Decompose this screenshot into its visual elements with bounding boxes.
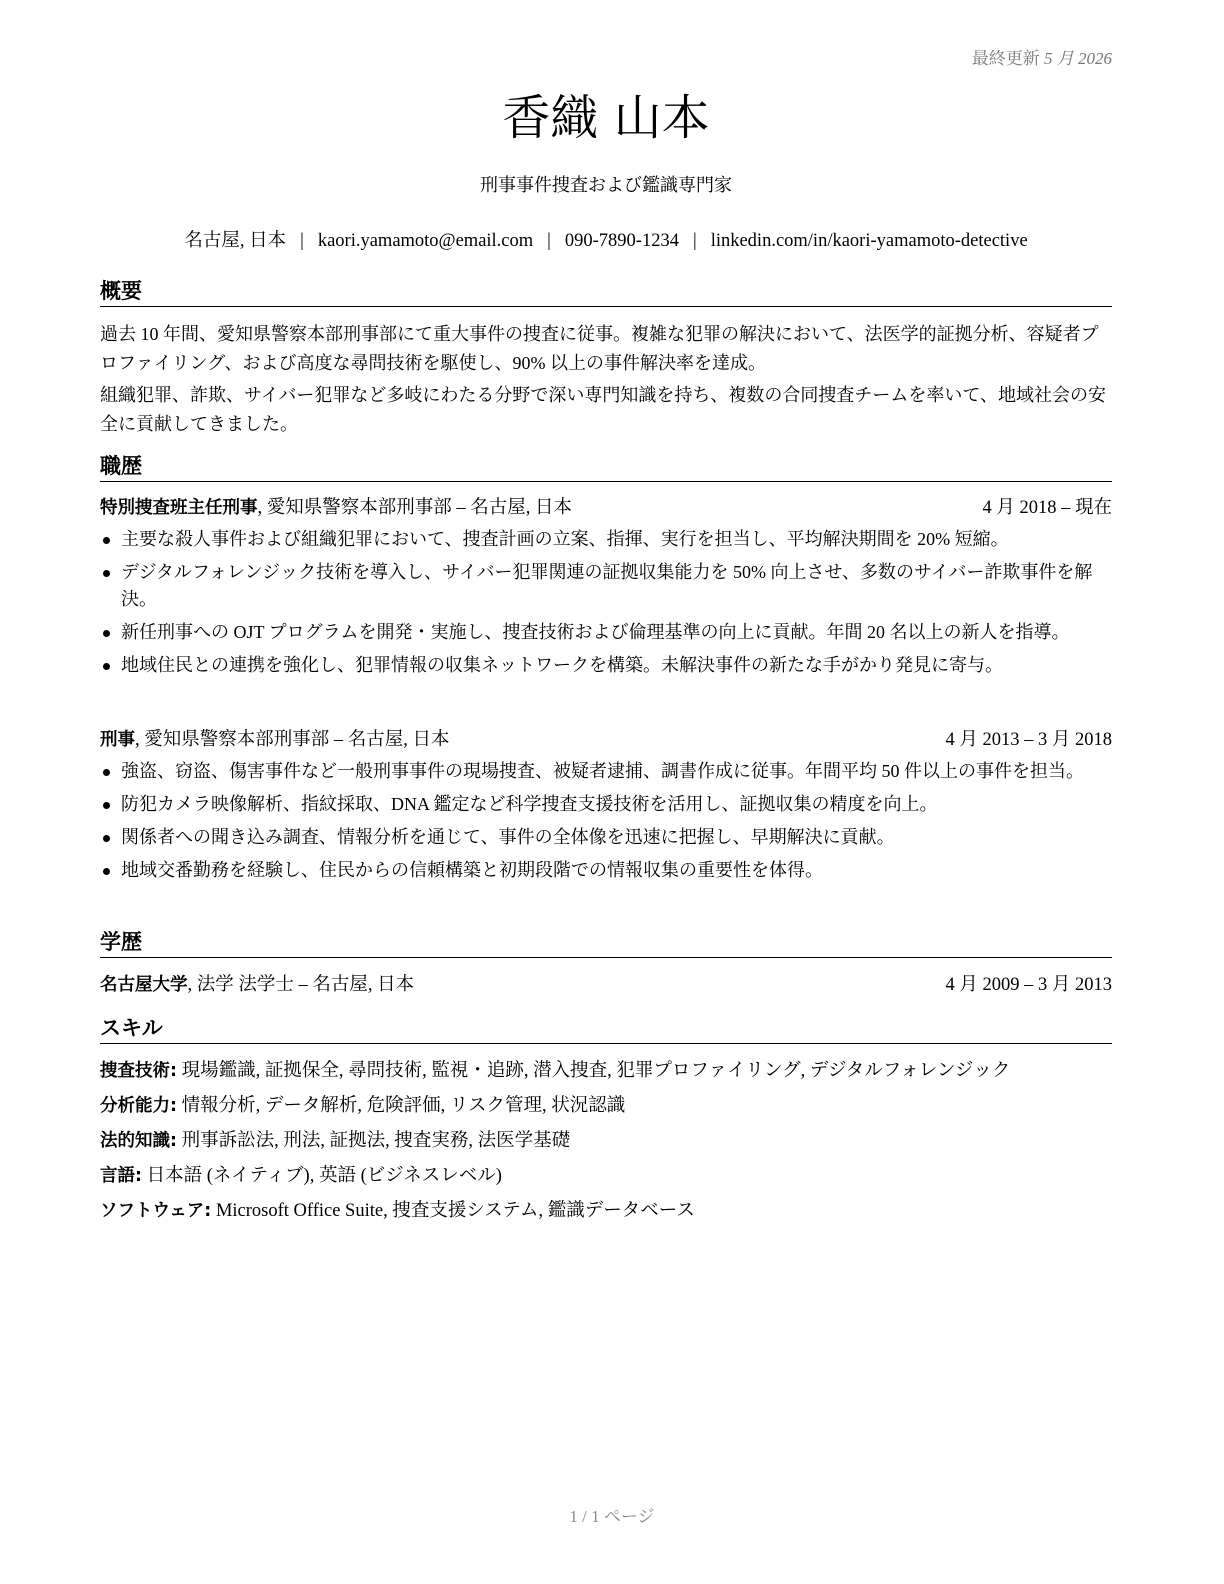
skill-line	[100, 1058, 1112, 1084]
degree-detail: , 法学 法学士 – 名古屋, 日本	[187, 975, 415, 995]
job-org: , 愛知県警察本部刑事部 – 名古屋, 日本	[135, 730, 450, 750]
contact-separator: |	[692, 231, 697, 251]
job-header	[100, 495, 1112, 521]
list-item: 主要な殺人事件および組織犯罪において、捜査計画の立案、指揮、実行を担当し、平均解決期間を 20% 短縮。	[100, 526, 1112, 553]
last-updated-label: 最終更新	[971, 49, 1040, 68]
job-title: 刑事	[100, 730, 135, 750]
skill-value: 情報分析, データ解析, 危険評価, リスク管理, 状況認識	[177, 1096, 626, 1116]
skill-value: 現場鑑識, 証拠保全, 尋問技術, 監視・追跡, 潜入捜査, 犯罪プロファイリング, デジタルフォレンジック	[177, 1061, 1011, 1081]
list-item: デジタルフォレンジック技術を導入し、サイバー犯罪関連の証拠収集能力を 50% 向上させ、多数のサイバー詐欺事件を解決。	[100, 559, 1112, 613]
education-dates: 4 月 2009 – 3 月 2013	[945, 975, 1112, 995]
contact-phone[interactable]: 090-7890-1234	[564, 231, 679, 251]
contact-linkedin[interactable]: linkedin.com/in/kaori-yamamoto-detective	[710, 231, 1028, 251]
skill-value: Microsoft Office Suite, 捜査支援システム, 鑑識データベース	[211, 1201, 695, 1221]
contact-email[interactable]: kaori.yamamoto@email.com	[317, 231, 534, 251]
section-heading-experience: 職歴	[100, 452, 1112, 482]
job-dates: 4 月 2018 – 現在	[982, 498, 1112, 518]
list-item: 防犯カメラ映像解析、指紋採取、DNA 鑑定など科学捜査支援技術を活用し、証拠収集の精度を向上。	[100, 791, 1112, 818]
school-name: 名古屋大学	[100, 975, 188, 995]
job-bullets	[100, 526, 1112, 685]
candidate-name: 香織 山本	[502, 90, 710, 146]
section-heading-summary: 概要	[100, 277, 1112, 307]
section-heading-skills: スキル	[100, 1014, 1112, 1044]
summary-paragraph: 組織犯罪、詐欺、サイバー犯罪など多岐にわたる分野で深い専門知識を持ち、複数の合同捜査チームを率いて、地域社会の安全に貢献してきました。	[100, 385, 1107, 434]
list-item: 関係者への聞き込み調査、情報分析を通じて、事件の全体像を迅速に把握し、早期解決に貢献。	[100, 824, 1112, 851]
section-heading-education: 学歴	[100, 928, 1112, 958]
skill-value: 日本語 (ネイティブ), 英語 (ビジネスレベル)	[142, 1166, 502, 1186]
skill-label: 法的知識:	[100, 1131, 177, 1151]
last-updated	[972, 44, 1112, 69]
list-item: 地域住民との連携を強化し、犯罪情報の収集ネットワークを構築。未解決事件の新たな手がかり発見に寄与。	[100, 652, 1112, 679]
candidate-title: 刑事事件捜査および鑑識専門家	[480, 175, 732, 195]
skill-label: 分析能力:	[100, 1096, 177, 1116]
last-updated-date: 5 月 2026	[1044, 49, 1112, 68]
contact-separator: |	[547, 231, 551, 251]
job-dates: 4 月 2013 – 3 月 2018	[945, 730, 1112, 750]
skill-label: ソフトウェア:	[100, 1201, 212, 1221]
contact-location: 名古屋, 日本	[184, 231, 287, 251]
summary-paragraph: 過去 10 年間、愛知県警察本部刑事部にて重大事件の捜査に従事。複雑な犯罪の解決において、法医学的証拠分析、容疑者プロファイリング、および高度な尋問技術を駆使し、90% 以上の事件解決率を達成。	[100, 324, 1099, 373]
skill-line	[100, 1093, 1112, 1119]
skill-label: 言語:	[100, 1166, 142, 1186]
education-entry	[100, 972, 1112, 998]
skill-value: 刑事訴訟法, 刑法, 証拠法, 捜査実務, 法医学基礎	[177, 1131, 571, 1151]
contact-line	[100, 226, 1112, 252]
job-title: 特別捜査班主任刑事	[100, 498, 258, 518]
job-header	[100, 727, 1112, 753]
skill-line	[100, 1163, 1112, 1189]
skill-line	[100, 1198, 1112, 1224]
list-item: 地域交番勤務を経験し、住民からの信頼構築と初期段階での情報収集の重要性を体得。	[100, 857, 1112, 884]
skill-line	[100, 1128, 1112, 1154]
list-item: 新任刑事への OJT プログラムを開発・実施し、捜査技術および倫理基準の向上に貢献。年間 20 名以上の新人を指導。	[100, 619, 1112, 646]
page-number: 1 / 1 ページ	[569, 1507, 655, 1526]
job-org: , 愛知県警察本部刑事部 – 名古屋, 日本	[257, 498, 573, 518]
contact-separator: |	[300, 231, 304, 251]
skill-label: 捜査技術:	[100, 1061, 177, 1081]
list-item: 強盗、窃盗、傷害事件など一般刑事事件の現場捜査、被疑者逮捕、調書作成に従事。年間平均 50 件以上の事件を担当。	[100, 758, 1112, 785]
job-bullets	[100, 758, 1112, 890]
